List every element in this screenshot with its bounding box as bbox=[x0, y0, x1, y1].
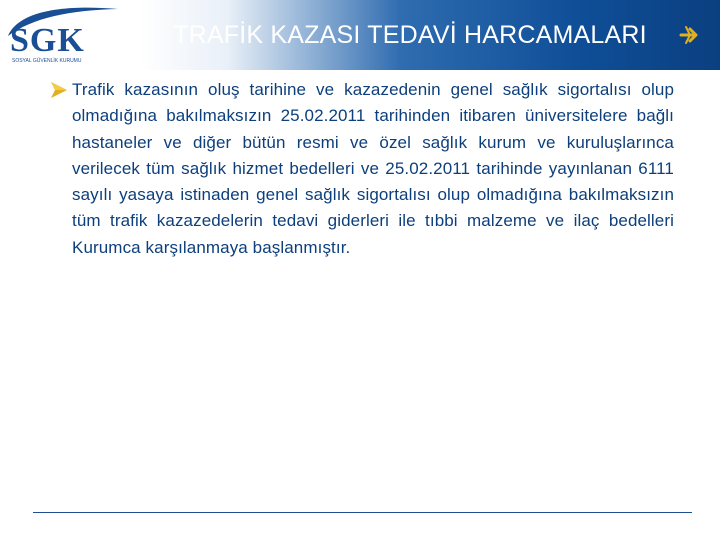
content bbox=[46, 77, 674, 261]
bullet-item bbox=[46, 77, 674, 261]
arrowhead-bullet-icon bbox=[46, 81, 72, 99]
header bbox=[0, 0, 720, 70]
sgk-logo bbox=[0, 0, 150, 70]
footer-divider bbox=[33, 512, 692, 513]
logo-text: SGK bbox=[10, 22, 85, 59]
logo-subtext: SOSYAL GÜVENLİK KURUMU bbox=[12, 58, 82, 64]
page-title: TRAFİK KAZASI TEDAVİ HARCAMALARI bbox=[173, 21, 647, 49]
arrow-right-icon[interactable] bbox=[678, 22, 704, 48]
bullet-text: Trafik kazasının oluş tarihine ve kazazedenin genel sağlık sigortalısı olup olmadığına bakılmaksızın 25.02.2011 tarihinden itibaren üniversitelere bağlı hastaneler ve diğer bütün resmi ve özel sağlık kurum ve kuruluşlarınca verilecek tüm sağlık hizmet bedelleri ve 25.02.2011 tarihinde yayınlanan 6111 sayılı yasaya istinaden genel sağlık sigortalısı olup olmadığına bakılmaksızın tüm trafik kazazedelerin tedavi giderleri ile tıbbi malzeme ve ilaç bedelleri Kurumca karşılanmaya başlanmıştır. bbox=[72, 80, 674, 257]
